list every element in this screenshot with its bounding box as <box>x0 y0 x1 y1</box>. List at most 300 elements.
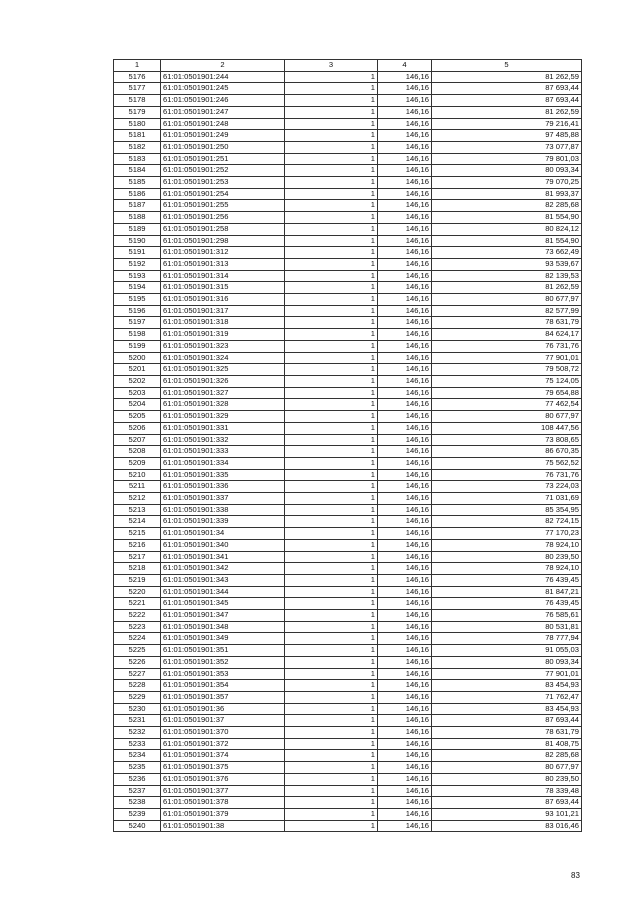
cadastral-number-cell: 61:01:0501901:323 <box>161 340 285 352</box>
row-number-cell: 5207 <box>114 434 161 446</box>
cadastral-value-cell: 71 031,69 <box>432 493 582 505</box>
quantity-cell: 1 <box>285 738 378 750</box>
table-row <box>114 528 582 540</box>
quantity-cell: 1 <box>285 539 378 551</box>
cadastral-value-cell: 78 631,79 <box>432 317 582 329</box>
cadastral-value-cell: 77 170,23 <box>432 528 582 540</box>
table-row <box>114 656 582 668</box>
table-row <box>114 539 582 551</box>
row-number-cell: 5178 <box>114 95 161 107</box>
cadastral-value-cell: 80 824,12 <box>432 223 582 235</box>
row-number-cell: 5219 <box>114 574 161 586</box>
cadastral-number-cell: 61:01:0501901:329 <box>161 411 285 423</box>
quantity-cell: 1 <box>285 106 378 118</box>
row-number-cell: 5179 <box>114 106 161 118</box>
quantity-cell: 1 <box>285 212 378 224</box>
table-row <box>114 130 582 142</box>
cadastral-number-cell: 61:01:0501901:318 <box>161 317 285 329</box>
cadastral-number-cell: 61:01:0501901:375 <box>161 762 285 774</box>
area-cell: 146,16 <box>378 762 432 774</box>
cadastral-number-cell: 61:01:0501901:343 <box>161 574 285 586</box>
cadastral-number-cell: 61:01:0501901:335 <box>161 469 285 481</box>
table-row <box>114 71 582 83</box>
quantity-cell: 1 <box>285 680 378 692</box>
table-row <box>114 586 582 598</box>
quantity-cell: 1 <box>285 481 378 493</box>
table-row <box>114 212 582 224</box>
row-number-cell: 5186 <box>114 188 161 200</box>
table-row <box>114 177 582 189</box>
quantity-cell: 1 <box>285 785 378 797</box>
quantity-cell: 1 <box>285 434 378 446</box>
cadastral-number-cell: 61:01:0501901:37 <box>161 715 285 727</box>
cadastral-number-cell: 61:01:0501901:255 <box>161 200 285 212</box>
area-cell: 146,16 <box>378 785 432 797</box>
quantity-cell: 1 <box>285 809 378 821</box>
area-cell: 146,16 <box>378 809 432 821</box>
cadastral-value-cell: 78 777,94 <box>432 633 582 645</box>
cadastral-number-cell: 61:01:0501901:319 <box>161 329 285 341</box>
quantity-cell: 1 <box>285 656 378 668</box>
cadastral-number-cell: 61:01:0501901:334 <box>161 457 285 469</box>
cadastral-value-cell: 82 724,15 <box>432 516 582 528</box>
quantity-cell: 1 <box>285 528 378 540</box>
quantity-cell: 1 <box>285 668 378 680</box>
cadastral-value-cell: 77 901,01 <box>432 668 582 680</box>
cadastral-number-cell: 61:01:0501901:246 <box>161 95 285 107</box>
row-number-cell: 5180 <box>114 118 161 130</box>
table-row <box>114 762 582 774</box>
area-cell: 146,16 <box>378 153 432 165</box>
cadastral-number-cell: 61:01:0501901:327 <box>161 387 285 399</box>
quantity-cell: 1 <box>285 457 378 469</box>
quantity-cell: 1 <box>285 691 378 703</box>
cadastral-number-cell: 61:01:0501901:341 <box>161 551 285 563</box>
row-number-cell: 5220 <box>114 586 161 598</box>
row-number-cell: 5208 <box>114 446 161 458</box>
cadastral-value-cell: 84 624,17 <box>432 329 582 341</box>
table-row <box>114 481 582 493</box>
cadastral-value-cell: 79 216,41 <box>432 118 582 130</box>
cadastral-value-cell: 78 924,10 <box>432 563 582 575</box>
cadastral-number-cell: 61:01:0501901:313 <box>161 258 285 270</box>
cadastral-number-cell: 61:01:0501901:244 <box>161 71 285 83</box>
quantity-cell: 1 <box>285 762 378 774</box>
row-number-cell: 5193 <box>114 270 161 282</box>
row-number-cell: 5195 <box>114 294 161 306</box>
row-number-cell: 5199 <box>114 340 161 352</box>
cadastral-number-cell: 61:01:0501901:314 <box>161 270 285 282</box>
cadastral-value-cell: 73 224,03 <box>432 481 582 493</box>
cadastral-value-cell: 76 439,45 <box>432 574 582 586</box>
table-row <box>114 516 582 528</box>
row-number-cell: 5215 <box>114 528 161 540</box>
table-row <box>114 118 582 130</box>
row-number-cell: 5223 <box>114 621 161 633</box>
table-row <box>114 551 582 563</box>
cadastral-value-cell: 81 262,59 <box>432 71 582 83</box>
cadastral-number-cell: 61:01:0501901:354 <box>161 680 285 692</box>
area-cell: 146,16 <box>378 399 432 411</box>
quantity-cell: 1 <box>285 493 378 505</box>
area-cell: 146,16 <box>378 598 432 610</box>
cadastral-value-cell: 76 585,61 <box>432 610 582 622</box>
cadastral-number-cell: 61:01:0501901:337 <box>161 493 285 505</box>
table-row <box>114 247 582 259</box>
cadastral-value-cell: 82 139,53 <box>432 270 582 282</box>
cadastral-number-cell: 61:01:0501901:353 <box>161 668 285 680</box>
row-number-cell: 5222 <box>114 610 161 622</box>
cadastral-value-cell: 97 485,88 <box>432 130 582 142</box>
row-number-cell: 5192 <box>114 258 161 270</box>
cadastral-number-cell: 61:01:0501901:34 <box>161 528 285 540</box>
cadastral-value-cell: 78 924,10 <box>432 539 582 551</box>
row-number-cell: 5212 <box>114 493 161 505</box>
table-row <box>114 106 582 118</box>
area-cell: 146,16 <box>378 680 432 692</box>
area-cell: 146,16 <box>378 738 432 750</box>
table-row <box>114 621 582 633</box>
table-row <box>114 270 582 282</box>
area-cell: 146,16 <box>378 364 432 376</box>
table-row <box>114 703 582 715</box>
table-row <box>114 633 582 645</box>
page-number: 83 <box>571 871 580 880</box>
row-number-cell: 5216 <box>114 539 161 551</box>
quantity-cell: 1 <box>285 422 378 434</box>
table-row <box>114 411 582 423</box>
cadastral-value-cell: 79 654,88 <box>432 387 582 399</box>
row-number-cell: 5233 <box>114 738 161 750</box>
cadastral-number-cell: 61:01:0501901:336 <box>161 481 285 493</box>
area-cell: 146,16 <box>378 656 432 668</box>
cadastral-number-cell: 61:01:0501901:378 <box>161 797 285 809</box>
quantity-cell: 1 <box>285 563 378 575</box>
table-row <box>114 282 582 294</box>
table-row <box>114 165 582 177</box>
area-cell: 146,16 <box>378 539 432 551</box>
row-number-cell: 5204 <box>114 399 161 411</box>
row-number-cell: 5191 <box>114 247 161 259</box>
row-number-cell: 5194 <box>114 282 161 294</box>
area-cell: 146,16 <box>378 703 432 715</box>
cadastral-number-cell: 61:01:0501901:338 <box>161 504 285 516</box>
area-cell: 146,16 <box>378 434 432 446</box>
cadastral-value-cell: 108 447,56 <box>432 422 582 434</box>
cadastral-value-cell: 75 124,05 <box>432 375 582 387</box>
table-row <box>114 305 582 317</box>
cadastral-number-cell: 61:01:0501901:370 <box>161 727 285 739</box>
cadastral-number-cell: 61:01:0501901:349 <box>161 633 285 645</box>
row-number-cell: 5209 <box>114 457 161 469</box>
cadastral-number-cell: 61:01:0501901:339 <box>161 516 285 528</box>
cadastral-value-cell: 73 808,65 <box>432 434 582 446</box>
cadastral-number-cell: 61:01:0501901:247 <box>161 106 285 118</box>
row-number-cell: 5201 <box>114 364 161 376</box>
quantity-cell: 1 <box>285 282 378 294</box>
column-header-1: 1 <box>114 60 161 72</box>
table-row <box>114 223 582 235</box>
quantity-cell: 1 <box>285 411 378 423</box>
row-number-cell: 5196 <box>114 305 161 317</box>
area-cell: 146,16 <box>378 235 432 247</box>
row-number-cell: 5224 <box>114 633 161 645</box>
area-cell: 146,16 <box>378 773 432 785</box>
area-cell: 146,16 <box>378 493 432 505</box>
cadastral-value-cell: 91 055,03 <box>432 645 582 657</box>
cadastral-value-cell: 75 562,52 <box>432 457 582 469</box>
cadastral-number-cell: 61:01:0501901:316 <box>161 294 285 306</box>
table-row <box>114 387 582 399</box>
quantity-cell: 1 <box>285 387 378 399</box>
quantity-cell: 1 <box>285 375 378 387</box>
cadastral-number-cell: 61:01:0501901:250 <box>161 141 285 153</box>
cadastral-number-cell: 61:01:0501901:332 <box>161 434 285 446</box>
quantity-cell: 1 <box>285 329 378 341</box>
row-number-cell: 5236 <box>114 773 161 785</box>
cadastral-value-cell: 87 693,44 <box>432 797 582 809</box>
area-cell: 146,16 <box>378 668 432 680</box>
quantity-cell: 1 <box>285 71 378 83</box>
area-cell: 146,16 <box>378 645 432 657</box>
area-cell: 146,16 <box>378 340 432 352</box>
cadastral-number-cell: 61:01:0501901:347 <box>161 610 285 622</box>
table-row <box>114 399 582 411</box>
area-cell: 146,16 <box>378 200 432 212</box>
row-number-cell: 5190 <box>114 235 161 247</box>
row-number-cell: 5221 <box>114 598 161 610</box>
quantity-cell: 1 <box>285 399 378 411</box>
row-number-cell: 5184 <box>114 165 161 177</box>
cadastral-value-cell: 93 101,21 <box>432 809 582 821</box>
quantity-cell: 1 <box>285 235 378 247</box>
table-row <box>114 352 582 364</box>
table-row <box>114 680 582 692</box>
cadastral-value-cell: 80 093,34 <box>432 656 582 668</box>
quantity-cell: 1 <box>285 258 378 270</box>
area-cell: 146,16 <box>378 528 432 540</box>
cadastral-number-cell: 61:01:0501901:352 <box>161 656 285 668</box>
cadastral-number-cell: 61:01:0501901:249 <box>161 130 285 142</box>
row-number-cell: 5205 <box>114 411 161 423</box>
cadastral-value-cell: 82 285,68 <box>432 200 582 212</box>
cadastral-number-cell: 61:01:0501901:258 <box>161 223 285 235</box>
table-row <box>114 750 582 762</box>
area-cell: 146,16 <box>378 610 432 622</box>
row-number-cell: 5234 <box>114 750 161 762</box>
area-cell: 146,16 <box>378 574 432 586</box>
quantity-cell: 1 <box>285 574 378 586</box>
row-number-cell: 5229 <box>114 691 161 703</box>
cadastral-number-cell: 61:01:0501901:36 <box>161 703 285 715</box>
quantity-cell: 1 <box>285 750 378 762</box>
quantity-cell: 1 <box>285 153 378 165</box>
table-row <box>114 797 582 809</box>
cadastral-number-cell: 61:01:0501901:333 <box>161 446 285 458</box>
quantity-cell: 1 <box>285 247 378 259</box>
cadastral-number-cell: 61:01:0501901:251 <box>161 153 285 165</box>
row-number-cell: 5240 <box>114 820 161 832</box>
cadastral-value-cell: 85 354,95 <box>432 504 582 516</box>
table-row <box>114 329 582 341</box>
area-cell: 146,16 <box>378 516 432 528</box>
quantity-cell: 1 <box>285 188 378 200</box>
row-number-cell: 5200 <box>114 352 161 364</box>
area-cell: 146,16 <box>378 270 432 282</box>
table-row <box>114 668 582 680</box>
row-number-cell: 5197 <box>114 317 161 329</box>
table-row <box>114 375 582 387</box>
row-number-cell: 5210 <box>114 469 161 481</box>
row-number-cell: 5181 <box>114 130 161 142</box>
row-number-cell: 5206 <box>114 422 161 434</box>
area-cell: 146,16 <box>378 750 432 762</box>
cadastral-number-cell: 61:01:0501901:326 <box>161 375 285 387</box>
cadastral-number-cell: 61:01:0501901:317 <box>161 305 285 317</box>
cadastral-value-cell: 73 662,49 <box>432 247 582 259</box>
cadastral-value-cell: 87 693,44 <box>432 83 582 95</box>
row-number-cell: 5176 <box>114 71 161 83</box>
cadastral-number-cell: 61:01:0501901:254 <box>161 188 285 200</box>
table-row <box>114 83 582 95</box>
area-cell: 146,16 <box>378 375 432 387</box>
row-number-cell: 5198 <box>114 329 161 341</box>
cadastral-value-cell: 81 262,59 <box>432 106 582 118</box>
row-number-cell: 5227 <box>114 668 161 680</box>
area-cell: 146,16 <box>378 177 432 189</box>
table-row <box>114 457 582 469</box>
cadastral-value-cell: 81 408,75 <box>432 738 582 750</box>
cadastral-value-cell: 80 531,81 <box>432 621 582 633</box>
cadastral-number-cell: 61:01:0501901:345 <box>161 598 285 610</box>
area-cell: 146,16 <box>378 118 432 130</box>
table-row <box>114 645 582 657</box>
quantity-cell: 1 <box>285 118 378 130</box>
area-cell: 146,16 <box>378 457 432 469</box>
area-cell: 146,16 <box>378 563 432 575</box>
table-row <box>114 493 582 505</box>
table-row <box>114 317 582 329</box>
cadastral-value-cell: 80 677,97 <box>432 411 582 423</box>
cadastral-value-cell: 80 677,97 <box>432 294 582 306</box>
table-row <box>114 95 582 107</box>
table-row <box>114 598 582 610</box>
cadastral-value-cell: 81 847,21 <box>432 586 582 598</box>
area-cell: 146,16 <box>378 83 432 95</box>
cadastral-number-cell: 61:01:0501901:379 <box>161 809 285 821</box>
table-row <box>114 235 582 247</box>
quantity-cell: 1 <box>285 645 378 657</box>
cadastral-number-cell: 61:01:0501901:256 <box>161 212 285 224</box>
cadastral-value-cell: 81 262,59 <box>432 282 582 294</box>
cadastral-number-cell: 61:01:0501901:245 <box>161 83 285 95</box>
cadastral-value-cell: 80 239,50 <box>432 773 582 785</box>
row-number-cell: 5211 <box>114 481 161 493</box>
quantity-cell: 1 <box>285 83 378 95</box>
cadastral-number-cell: 61:01:0501901:315 <box>161 282 285 294</box>
cadastral-value-cell: 83 016,46 <box>432 820 582 832</box>
cadastral-value-cell: 82 285,68 <box>432 750 582 762</box>
cadastral-number-cell: 61:01:0501901:377 <box>161 785 285 797</box>
area-cell: 146,16 <box>378 352 432 364</box>
cadastral-number-cell: 61:01:0501901:357 <box>161 691 285 703</box>
cadastral-value-cell: 82 577,99 <box>432 305 582 317</box>
row-number-cell: 5230 <box>114 703 161 715</box>
cadastral-number-cell: 61:01:0501901:374 <box>161 750 285 762</box>
column-header-2: 2 <box>161 60 285 72</box>
cadastral-value-table <box>113 59 582 832</box>
quantity-cell: 1 <box>285 598 378 610</box>
quantity-cell: 1 <box>285 469 378 481</box>
table-row <box>114 504 582 516</box>
cadastral-number-cell: 61:01:0501901:248 <box>161 118 285 130</box>
table-row <box>114 773 582 785</box>
table-row <box>114 610 582 622</box>
cadastral-number-cell: 61:01:0501901:298 <box>161 235 285 247</box>
table-row <box>114 141 582 153</box>
quantity-cell: 1 <box>285 294 378 306</box>
area-cell: 146,16 <box>378 95 432 107</box>
cadastral-number-cell: 61:01:0501901:348 <box>161 621 285 633</box>
area-cell: 146,16 <box>378 223 432 235</box>
quantity-cell: 1 <box>285 364 378 376</box>
row-number-cell: 5232 <box>114 727 161 739</box>
cadastral-value-cell: 79 508,72 <box>432 364 582 376</box>
cadastral-value-cell: 78 631,79 <box>432 727 582 739</box>
cadastral-number-cell: 61:01:0501901:312 <box>161 247 285 259</box>
area-cell: 146,16 <box>378 797 432 809</box>
row-number-cell: 5185 <box>114 177 161 189</box>
table-row <box>114 294 582 306</box>
cadastral-value-cell: 80 239,50 <box>432 551 582 563</box>
cadastral-number-cell: 61:01:0501901:328 <box>161 399 285 411</box>
quantity-cell: 1 <box>285 773 378 785</box>
area-cell: 146,16 <box>378 422 432 434</box>
area-cell: 146,16 <box>378 188 432 200</box>
table-row <box>114 364 582 376</box>
cadastral-value-cell: 87 693,44 <box>432 95 582 107</box>
row-number-cell: 5187 <box>114 200 161 212</box>
quantity-cell: 1 <box>285 633 378 645</box>
area-cell: 146,16 <box>378 141 432 153</box>
table-row <box>114 738 582 750</box>
cadastral-value-cell: 80 093,34 <box>432 165 582 177</box>
area-cell: 146,16 <box>378 586 432 598</box>
quantity-cell: 1 <box>285 352 378 364</box>
table-row <box>114 727 582 739</box>
quantity-cell: 1 <box>285 165 378 177</box>
quantity-cell: 1 <box>285 305 378 317</box>
row-number-cell: 5228 <box>114 680 161 692</box>
table-row <box>114 153 582 165</box>
area-cell: 146,16 <box>378 329 432 341</box>
cadastral-value-cell: 81 993,37 <box>432 188 582 200</box>
area-cell: 146,16 <box>378 294 432 306</box>
area-cell: 146,16 <box>378 130 432 142</box>
cadastral-number-cell: 61:01:0501901:351 <box>161 645 285 657</box>
cadastral-number-cell: 61:01:0501901:252 <box>161 165 285 177</box>
quantity-cell: 1 <box>285 504 378 516</box>
quantity-cell: 1 <box>285 610 378 622</box>
cadastral-value-cell: 78 339,48 <box>432 785 582 797</box>
area-cell: 146,16 <box>378 504 432 516</box>
quantity-cell: 1 <box>285 200 378 212</box>
cadastral-value-cell: 83 454,93 <box>432 680 582 692</box>
cadastral-value-cell: 77 901,01 <box>432 352 582 364</box>
area-cell: 146,16 <box>378 469 432 481</box>
table-row <box>114 563 582 575</box>
table-row <box>114 469 582 481</box>
